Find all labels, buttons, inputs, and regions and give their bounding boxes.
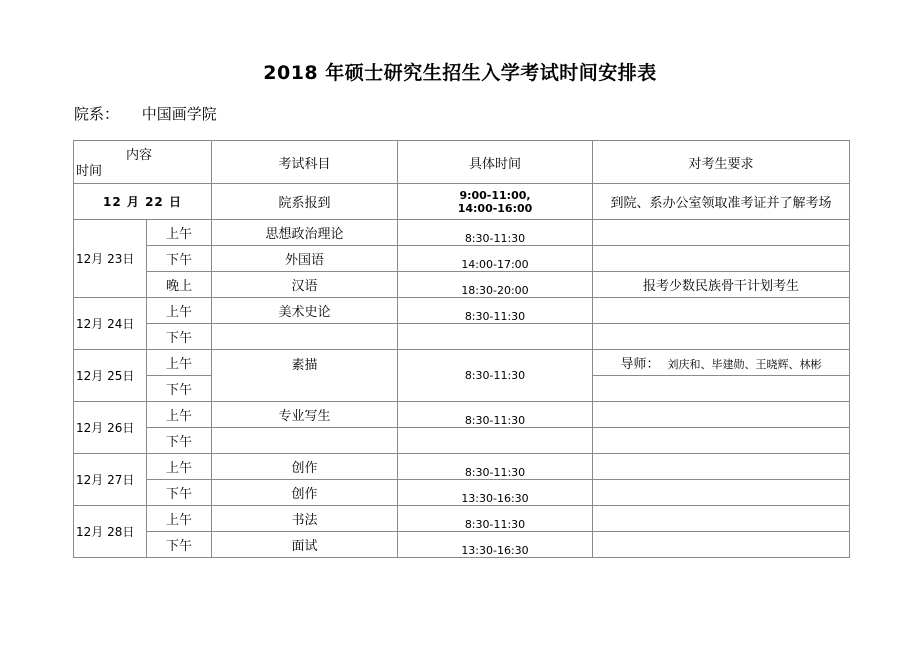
header-corner-time: 时间 [76, 164, 103, 179]
subject-cell: 汉语 [212, 272, 398, 298]
subject-cell: 创作 [212, 480, 398, 506]
time-line: 14:00-16:00 [457, 201, 533, 215]
time-cell [398, 428, 593, 454]
time-text: 8:30-11:30 [464, 369, 526, 382]
table-row [74, 506, 850, 532]
subject-cell: 外国语 [212, 246, 398, 272]
table-row [74, 532, 850, 558]
subject-cell [212, 324, 398, 350]
time-text: 8:30-11:30 [464, 232, 526, 245]
requirement-cell [593, 428, 850, 454]
table-row [74, 454, 850, 480]
period-cell: 上午 [147, 506, 212, 532]
date-cell: 12月 23日 [74, 220, 147, 298]
header-subject: 考试科目 [212, 141, 398, 184]
period-cell: 下午 [147, 324, 212, 350]
period-cell: 下午 [147, 246, 212, 272]
time-cell [398, 350, 593, 402]
time-cell [398, 298, 593, 324]
time-cell [398, 272, 593, 298]
time-cell [398, 532, 593, 558]
period-cell: 上午 [147, 350, 212, 376]
header-requirement: 对考生要求 [593, 141, 850, 184]
requirement-cell: 到院、系办公室领取准考证并了解考场 [593, 184, 850, 220]
table-row [74, 272, 850, 298]
requirement-cell [593, 506, 850, 532]
subject-cell: 创作 [212, 454, 398, 480]
time-text: 13:30-16:30 [461, 492, 529, 505]
time-cell [398, 184, 593, 220]
period-cell: 上午 [147, 298, 212, 324]
date-cell: 12月 26日 [74, 402, 147, 454]
time-cell [398, 246, 593, 272]
period-cell: 下午 [147, 480, 212, 506]
table-row [74, 184, 850, 220]
advisor-names: 刘庆和、毕建勋、王晓辉、林彬 [667, 358, 822, 371]
time-text: 8:30-11:30 [464, 310, 526, 323]
subject-cell: 思想政治理论 [212, 220, 398, 246]
page-title: 2018 年硕士研究生招生入学考试时间安排表 [263, 62, 657, 84]
subject-cell: 院系报到 [212, 184, 398, 220]
table-row [74, 350, 850, 376]
period-cell: 下午 [147, 428, 212, 454]
date-cell: 12月 27日 [74, 454, 147, 506]
time-cell [398, 324, 593, 350]
schedule-table [73, 140, 850, 558]
requirement-cell [593, 324, 850, 350]
subject-cell: 面试 [212, 532, 398, 558]
department-label: 院系： [74, 105, 120, 123]
table-row [74, 298, 850, 324]
subject-cell: 书法 [212, 506, 398, 532]
subject-cell: 专业写生 [212, 402, 398, 428]
time-text: 8:30-11:30 [464, 518, 526, 531]
requirement-cell [593, 532, 850, 558]
period-cell: 上午 [147, 220, 212, 246]
department-value: 中国画学院 [141, 105, 217, 123]
period-cell: 晚上 [147, 272, 212, 298]
requirement-cell: 报考少数民族骨干计划考生 [593, 272, 850, 298]
date-cell: 12 月 22 日 [74, 184, 212, 220]
table-row [74, 402, 850, 428]
table-row [74, 246, 850, 272]
requirement-cell [593, 376, 850, 402]
period-cell: 上午 [147, 454, 212, 480]
time-cell [398, 454, 593, 480]
date-cell: 12月 24日 [74, 298, 147, 350]
time-text: 18:30-20:00 [461, 284, 529, 297]
period-cell: 上午 [147, 402, 212, 428]
table-row [74, 480, 850, 506]
requirement-cell [593, 402, 850, 428]
requirement-cell [593, 298, 850, 324]
header-corner-cell [74, 141, 212, 184]
subject-cell: 美术史论 [212, 298, 398, 324]
table-row [74, 220, 850, 246]
subject-cell: 素描 [212, 350, 398, 402]
table-row [74, 324, 850, 350]
requirement-cell [593, 454, 850, 480]
advisor-label: 导师： [620, 357, 660, 372]
time-line: 9:00-11:00, [459, 188, 531, 202]
time-cell [398, 402, 593, 428]
time-cell [398, 480, 593, 506]
header-row [74, 141, 850, 184]
date-cell: 12月 25日 [74, 350, 147, 402]
time-text: 14:00-17:00 [461, 258, 529, 271]
header-corner-content: 内容 [126, 148, 153, 163]
table-row [74, 428, 850, 454]
time-text: 8:30-11:30 [464, 414, 526, 427]
requirement-cell [593, 480, 850, 506]
time-cell [398, 506, 593, 532]
requirement-cell [593, 350, 850, 376]
period-cell: 下午 [147, 376, 212, 402]
date-cell: 12月 28日 [74, 506, 147, 558]
subject-cell [212, 428, 398, 454]
period-cell: 下午 [147, 532, 212, 558]
header-time: 具体时间 [398, 141, 593, 184]
department-line [74, 103, 217, 124]
requirement-cell [593, 246, 850, 272]
time-cell [398, 220, 593, 246]
time-text: 8:30-11:30 [464, 466, 526, 479]
time-text: 13:30-16:30 [461, 544, 529, 557]
requirement-cell [593, 220, 850, 246]
